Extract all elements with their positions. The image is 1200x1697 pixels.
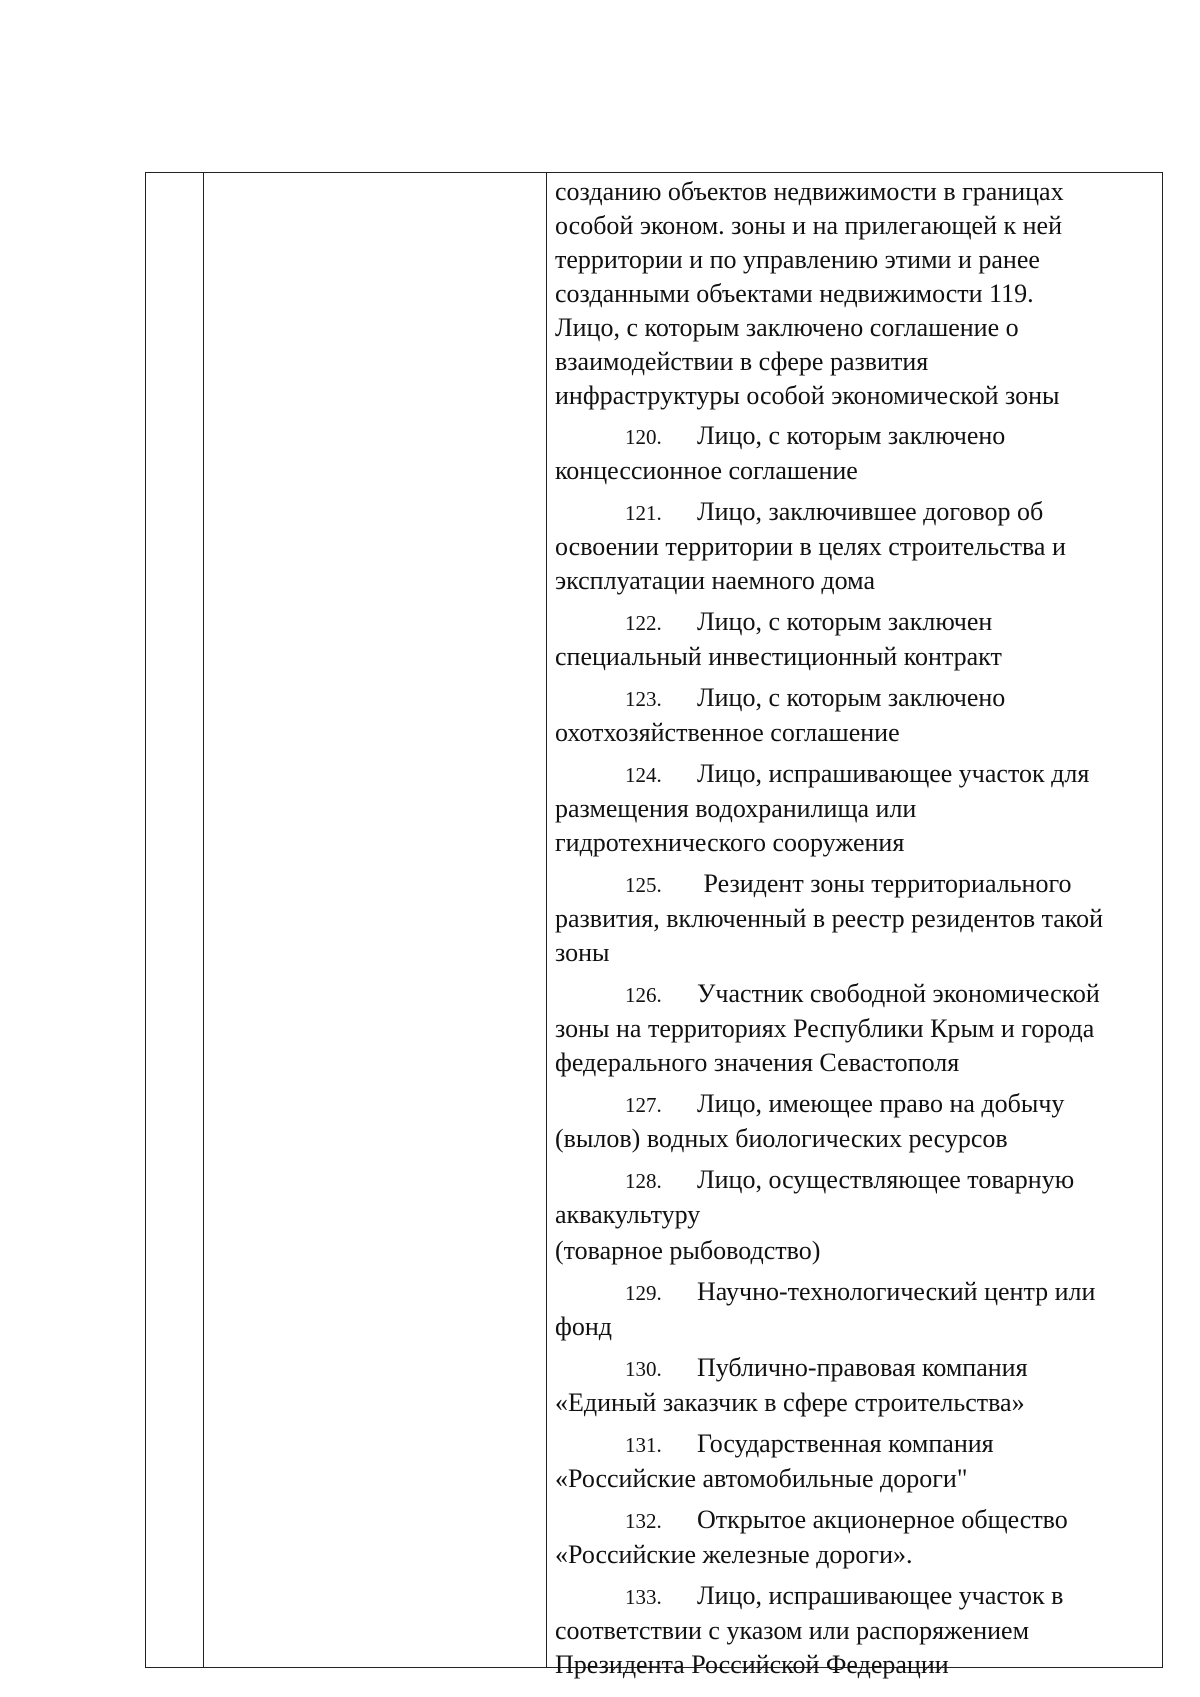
text-line: Лицо, с которым заключен [697,607,993,636]
list-item [555,757,1157,860]
list-item [555,1275,1157,1344]
text-line: особой эконом. зоны и на прилегающей к ней [555,211,1062,240]
text-line: развития, включенный в реестр резидентов такой [555,904,1104,933]
column-divider-2 [546,173,547,1667]
column-divider-1 [203,173,204,1667]
list-item [555,1503,1157,1572]
text-line: Лицо, осуществляющее товарную [697,1165,1075,1194]
list-item [555,1351,1157,1420]
item-number: 131. [625,1433,662,1457]
text-line: Лицо, испрашивающее участок в [697,1581,1064,1610]
text-line: соответствии с указом или распоряжением [555,1616,1030,1645]
text-line: зоны [555,938,610,967]
text-line: Открытое акционерное общество [697,1505,1068,1534]
text-line: Научно-технологический центр или [697,1277,1096,1306]
text-line: Участник свободной экономической [697,979,1100,1008]
item-number: 130. [625,1357,662,1381]
text-line: «Российские автомобильные дороги" [555,1464,968,1493]
text-line: созданными объектами недвижимости 119. [555,279,1034,308]
text-line: Резидент зоны территориального [697,869,1072,898]
item-number: 127. [625,1093,662,1117]
document-table [145,172,1163,1679]
text-line: охотхозяйственное соглашение [555,718,900,747]
item-number: 120. [625,425,662,449]
text-line: Лицо, заключившее договор об [697,497,1044,526]
list-item [555,1163,1157,1232]
list-item [555,1087,1157,1156]
item-number: 133. [625,1585,662,1609]
text-line: размещения водохранилища или [555,794,917,823]
list-item [555,1427,1157,1496]
list-item [555,867,1157,970]
text-line: аквакультуру [555,1200,701,1229]
text-line: территории и по управлению этими и ранее [555,245,1040,274]
text-cell [555,175,1157,1689]
item-number: 122. [625,611,662,635]
text-line: «Российские железные дороги». [555,1540,913,1569]
text-line: созданию объектов недвижимости в границах [555,177,1064,206]
list-item-continuation [555,1234,1157,1268]
text-line: фонд [555,1312,612,1341]
text-line: инфраструктуры особой экономической зоны [555,381,1060,410]
list-item [555,495,1157,598]
list-item [555,681,1157,750]
list-item [555,1579,1157,1682]
text-line: «Единый заказчик в сфере строительства» [555,1388,1025,1417]
item-number: 126. [625,983,662,1007]
text-line: Лицо, испрашивающее участок для [697,759,1090,788]
text-line: Государственная компания [697,1429,994,1458]
text-line: Президента Российской Федерации [555,1650,949,1679]
text-line: зоны на территориях Республики Крым и города [555,1014,1095,1043]
text-line: концессионное соглашение [555,456,858,485]
text-line: взаимодействии в сфере развития [555,347,929,376]
intro-paragraph [555,175,1157,413]
text-line: Публично-правовая компания [697,1353,1028,1382]
text-line: (вылов) водных биологических ресурсов [555,1124,1008,1153]
list-item [555,977,1157,1080]
text-line: Лицо, с которым заключено [697,421,1006,450]
item-number: 129. [625,1281,662,1305]
item-number: 128. [625,1169,662,1193]
text-line: Лицо, с которым заключено соглашение о [555,313,1019,342]
item-number: 124. [625,763,662,787]
text-line: Лицо, с которым заключено [697,683,1006,712]
text-line: (товарное рыбоводство) [555,1236,821,1265]
text-line: специальный инвестиционный контракт [555,642,1002,671]
item-number: 125. [625,873,662,897]
text-line: Лицо, имеющее право на добычу [697,1089,1065,1118]
item-number: 123. [625,687,662,711]
list-item [555,605,1157,674]
text-line: эксплуатации наемного дома [555,566,875,595]
item-number: 121. [625,501,662,525]
list-item [555,419,1157,488]
text-line: федерального значения Севастополя [555,1048,960,1077]
text-line: гидротехнического сооружения [555,828,905,857]
item-number: 132. [625,1509,662,1533]
text-line: освоении территории в целях строительства и [555,532,1066,561]
